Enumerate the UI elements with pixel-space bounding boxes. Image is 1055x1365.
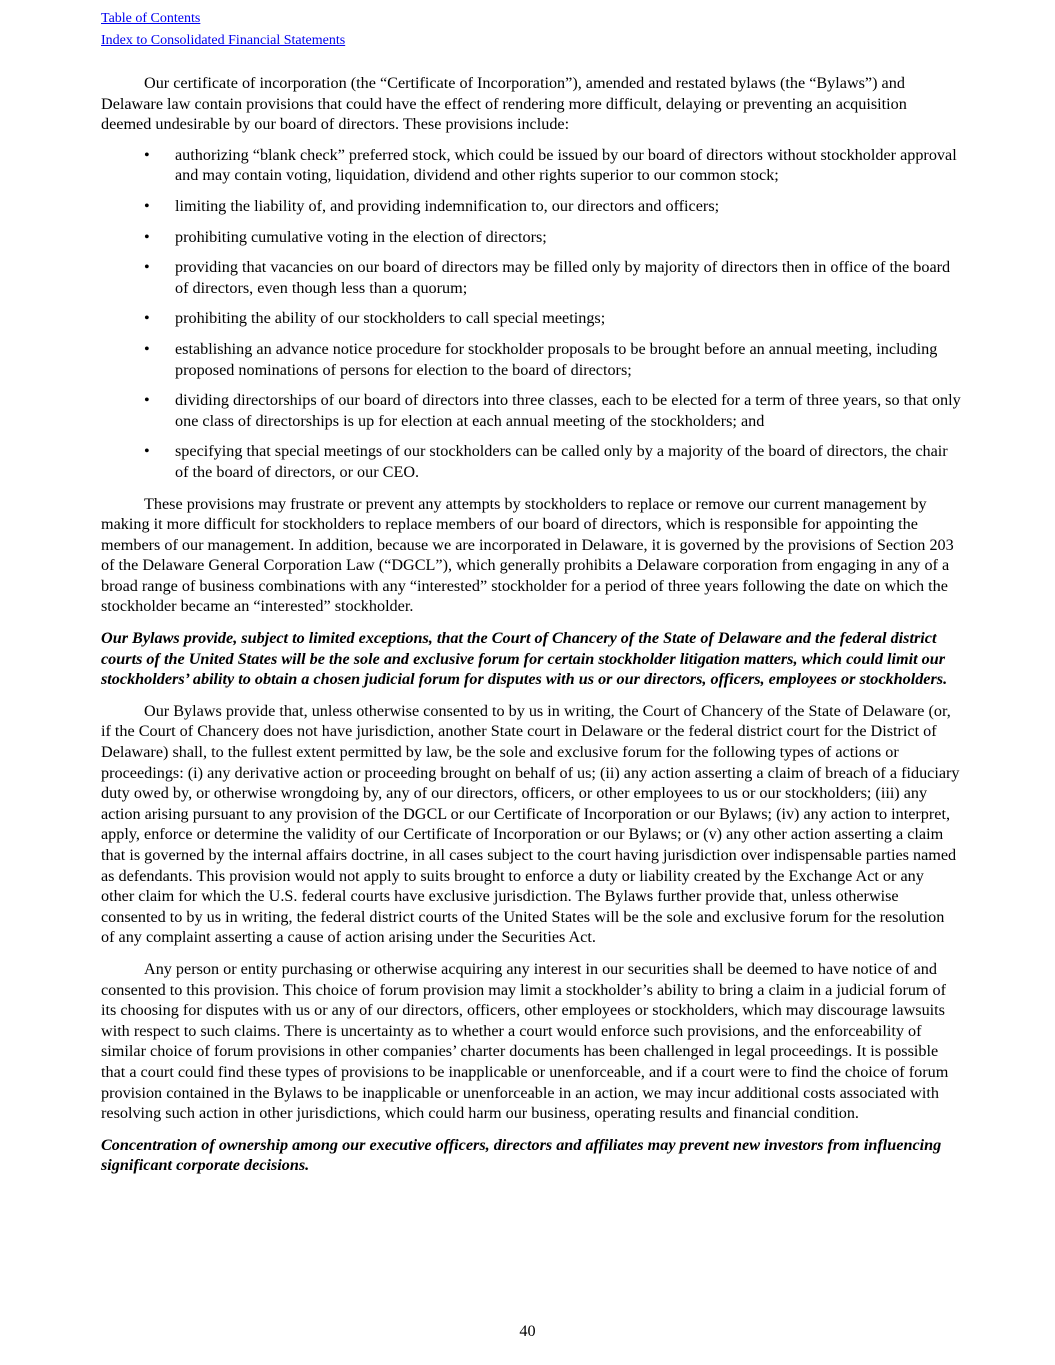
notice-paragraph: Any person or entity purchasing or otherwise acquiring any interest in our securities shall be deemed to have notice of and consented to this provision. This choice of forum provision may limit a stockholder’s ability to bring a claim in a judicial forum of its choosing for disputes with us or any of our directors, officers, other employees or stockholders, which may discourage lawsuits with respect to such claims. There is uncertainty as to whether a court would enforce such provisions, and the enforceability of similar choice of forum provisions in other companies’ charter documents has been challenged in legal proceedings. It is possible that a court could find these types of provisions to be inapplicable or unenforceable, and if a court were to find the choice of forum provision contained in the Bylaws to be inapplicable or unenforceable in an action, we may incur additional costs associated with resolving such action in other jurisdictions, which could harm our business, operating results and financial condition. [101, 959, 949, 1123]
list-item [101, 196, 961, 217]
list-item-text: authorizing “blank check” preferred stock, which could be issued by our board of directors without stockholder approval and may contain voting, liquidation, dividend and other rights superior to our common stock; [175, 145, 957, 185]
list-item [101, 339, 961, 380]
list-item [101, 257, 961, 298]
document-body [101, 73, 961, 1176]
list-item-text: prohibiting the ability of our stockholders to call special meetings; [175, 309, 606, 328]
list-item-text: providing that vacancies on our board of directors may be filled only by majority of directors then in office of the board of directors, even though less than a quorum; [175, 258, 951, 297]
bullet-icon: • [144, 391, 150, 410]
list-item-text: specifying that special meetings of our stockholders can be called only by a majority of the board of directors, the chair of the board of directors, or our CEO. [175, 442, 948, 481]
page-number: 40 [519, 1322, 536, 1340]
bullet-icon: • [144, 258, 150, 277]
bullet-icon: • [144, 339, 150, 358]
bullet-icon: • [144, 309, 150, 328]
list-item [101, 145, 961, 186]
list-item [101, 227, 961, 248]
list-item [101, 308, 961, 329]
bullet-icon: • [144, 442, 150, 461]
list-item [101, 390, 961, 431]
list-item-text: limiting the liability of, and providing indemnification to, our directors and officers; [175, 196, 720, 215]
index-financial-statements-link[interactable]: Index to Consolidated Financial Statements [101, 33, 346, 48]
list-item [101, 441, 961, 482]
list-item-text: prohibiting cumulative voting in the election of directors; [175, 227, 547, 246]
top-navigation [101, 8, 345, 52]
bullet-icon: • [144, 227, 150, 246]
table-of-contents-link[interactable]: Table of Contents [101, 11, 201, 26]
bylaws-detail-paragraph: Our Bylaws provide that, unless otherwise consented to by us in writing, the Court of Chancery of the State of Delaware (or, if the Court of Chancery does not have jurisdiction, another State court in Delaware or the federal district court for the District of Delaware) shall, to the fullest extent permitted by law, be the sole and exclusive forum for the following types of actions or proceedings: (i) any derivative action or proceeding brought on behalf of us; (ii) any action asserting a claim of breach of a fiduciary duty owed by, or otherwise wrongdoing by, any of our directors, officers, or other employees to us or our stockholders; (iii) any action arising pursuant to any provision of the DGCL or our Certificate of Incorporation or our Bylaws; (iv) any action to interpret, apply, enforce or determine the validity of our Certificate of Incorporation or our Bylaws; or (v) any other action asserting a claim that is governed by the internal affairs doctrine, in all cases subject to the court having jurisdiction over indispensable parties named as defendants. This provision would not apply to suits brought to enforce a duty or liability created by the Exchange Act or any other claim for which the U.S. federal courts have exclusive jurisdiction. The Bylaws further provide that, unless otherwise consented to by us in writing, the federal district courts of the United States will be the sole and exclusive forum for the resolution of any complaint asserting a cause of action arising under the Securities Act. [101, 701, 960, 947]
concentration-heading: Concentration of ownership among our executive officers, directors and affiliates may prevent new investors from influencing significant corporate decisions. [101, 1135, 942, 1175]
bylaws-forum-heading: Our Bylaws provide, subject to limited exceptions, that the Court of Chancery of the State of Delaware and the federal district courts of the United States will be the sole and exclusive forum for certain stockholder litigation matters, which could limit our stockholders’ ability to obtain a chosen judicial forum for disputes with us or our directors, officers, employees or stockholders. [101, 629, 948, 689]
provisions-effect-paragraph: These provisions may frustrate or prevent any attempts by stockholders to replace or remove our current management by making it more difficult for stockholders to replace members of our board of directors, which is responsible for appointing the members of our management. In addition, because we are incorporated in Delaware, it is governed by the provisions of Section 203 of the Delaware General Corporation Law (“DGCL”), which generally prohibits a Delaware corporation from engaging in any of a broad range of business combinations with any “interested” stockholder for a period of three years following the date on which the stockholder became an “interested” stockholder. [101, 494, 954, 616]
list-item-text: establishing an advance notice procedure for stockholder proposals to be brought before an annual meeting, including proposed nominations of persons for election to the board of directors; [175, 339, 938, 379]
bullet-icon: • [144, 145, 150, 164]
provisions-list [101, 145, 961, 483]
bullet-icon: • [144, 196, 150, 215]
intro-paragraph: Our certificate of incorporation (the “Certificate of Incorporation”), amended and restated bylaws (the “Bylaws”) and Delaware law contain provisions that could have the effect of rendering more difficult, delaying or preventing an acquisition deemed undesirable by our board of directors. These provisions include: [101, 74, 907, 134]
list-item-text: dividing directorships of our board of directors into three classes, each to be elected for a term of three years, so that only one class of directorships is up for election at each annual meeting of the stockholders; and [175, 391, 961, 430]
